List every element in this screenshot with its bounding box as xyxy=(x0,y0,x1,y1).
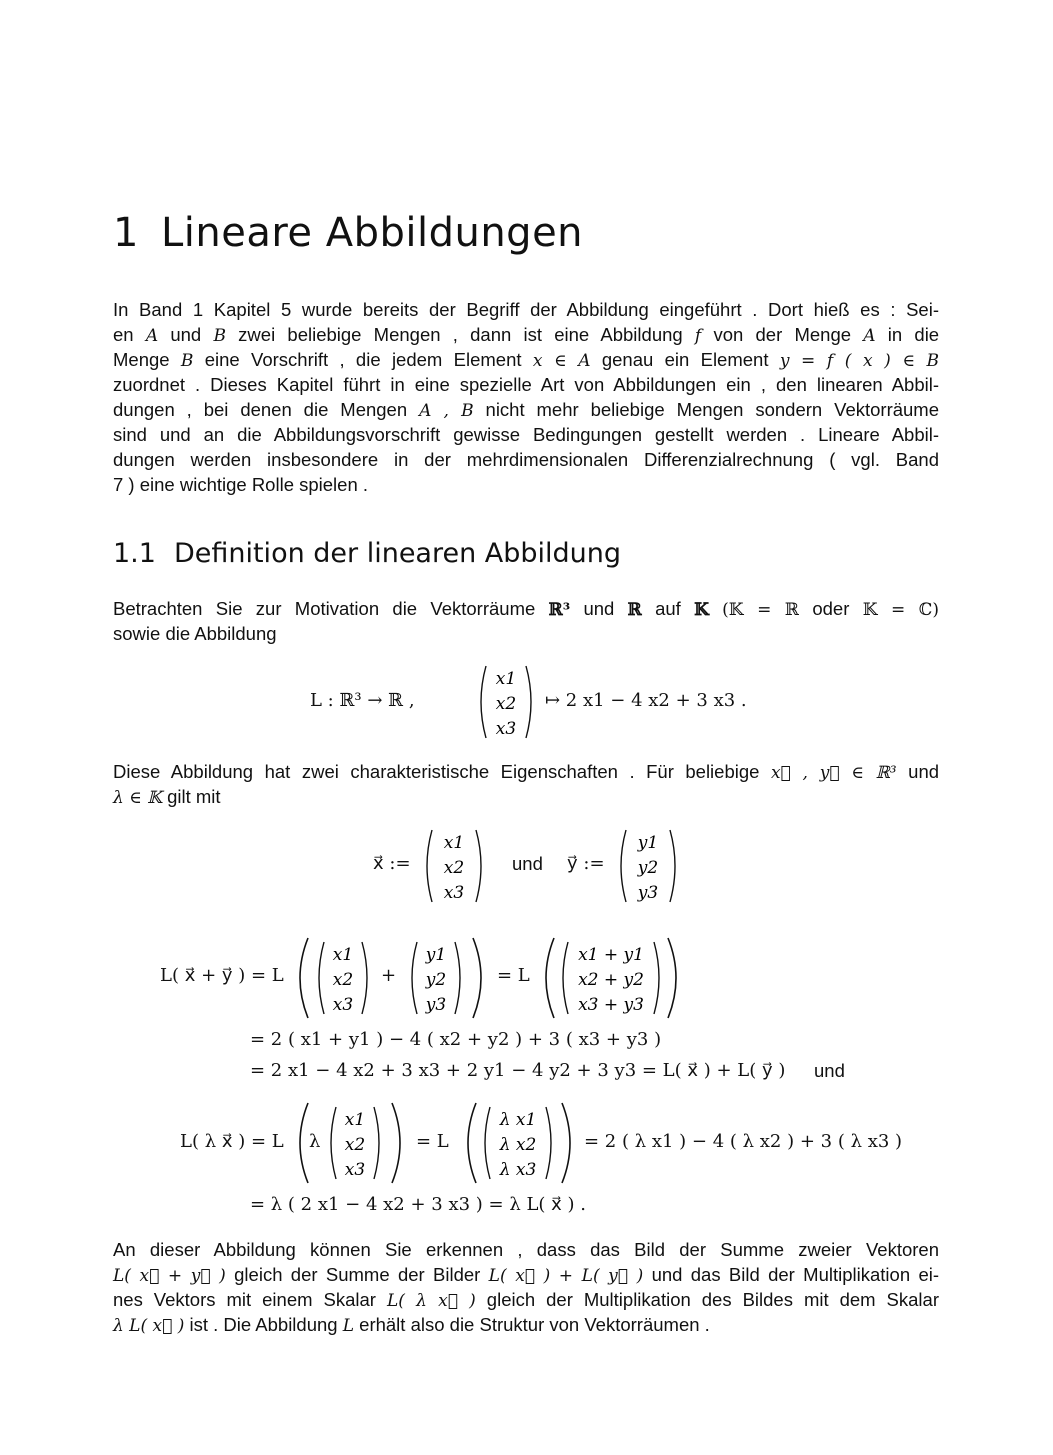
und-connector: und xyxy=(512,853,543,874)
svg-text:λ x3: λ x3 xyxy=(499,1160,537,1180)
text-line: In Band 1 Kapitel 5 wurde bereits der Begriff der Abbildung eingeführt . Dort hieß es : Sei- xyxy=(113,299,939,320)
svg-text:x3 + y3: x3 + y3 xyxy=(578,995,644,1015)
svg-text:y1: y1 xyxy=(425,945,447,965)
section-heading xyxy=(113,538,621,569)
svg-text:y3: y3 xyxy=(425,995,447,1015)
additivity-lhs: L( x⃗ + y⃗ ) = L xyxy=(160,965,284,986)
equals-L: = L xyxy=(416,1131,449,1152)
svg-text:x3: x3 xyxy=(443,883,465,903)
svg-text:y2: y2 xyxy=(637,858,659,878)
homogeneity-line-2: = λ ( 2 x1 − 4 x2 + 3 x3 ) = λ L( x⃗ ) . xyxy=(250,1194,586,1215)
column-vector-x xyxy=(324,1103,386,1183)
outer-paren-right xyxy=(386,1099,410,1187)
x-vector-def-label: x⃗ := xyxy=(373,853,411,874)
text-line: λ L( x⃗ ) ist . Die Abbildung L erhält also die Struktur von Vektorräumen . xyxy=(113,1314,710,1336)
svg-text:x3: x3 xyxy=(332,995,354,1015)
y-vector-def-label: y⃗ := xyxy=(567,853,605,874)
text-line: dungen werden insbesondere in der mehrdimensionalen Differenzialrechnung ( vgl. Band xyxy=(113,449,939,470)
additivity-line-2: = 2 ( x1 + y1 ) − 4 ( x2 + y2 ) + 3 ( x3 + y3 ) xyxy=(250,1029,662,1050)
chapter-number: 1 xyxy=(113,210,139,256)
column-vector-lambda-x xyxy=(478,1103,558,1183)
outer-paren-left xyxy=(290,934,314,1022)
text-line: nes Vektors mit einem Skalar L( λ x⃗ ) gleich der Multiplikation des Bildes mit dem Skalar xyxy=(113,1289,939,1311)
svg-text:x3: x3 xyxy=(495,719,517,739)
lambda-factor: λ xyxy=(309,1131,321,1152)
svg-text:x2: x2 xyxy=(332,970,354,990)
outer-paren-right xyxy=(662,934,686,1022)
und-connector: und xyxy=(814,1060,845,1081)
svg-text:x1: x1 xyxy=(332,945,354,965)
text-line: dungen , bei denen die Mengen A , B nicht mehr beliebige Mengen sondern Vektorräume xyxy=(113,399,940,421)
homogeneity-rhs: = 2 ( λ x1 ) − 4 ( λ x2 ) + 3 ( λ x3 ) xyxy=(584,1131,903,1152)
properties-paragraph xyxy=(113,759,939,809)
column-vector-x xyxy=(420,826,488,906)
additivity-line-3: = 2 x1 − 4 x2 + 3 x3 + 2 y1 − 4 y2 + 3 y3 = L( x⃗ ) + L( y⃗ ) xyxy=(250,1060,786,1081)
svg-text:x2: x2 xyxy=(344,1135,366,1155)
svg-text:x2: x2 xyxy=(443,858,465,878)
column-vector-x xyxy=(474,662,538,742)
svg-text:x2 + y2: x2 + y2 xyxy=(578,970,644,990)
column-vector-x xyxy=(312,938,374,1018)
text-line: en A und B zwei beliebige Mengen , dann ist eine Abbildung f von der Menge A in die xyxy=(113,324,940,346)
section-number: 1.1 xyxy=(113,538,156,569)
svg-text:λ x1: λ x1 xyxy=(499,1110,537,1130)
svg-text:y1: y1 xyxy=(637,833,659,853)
text-line: λ ∈ 𝕂 gilt mit xyxy=(113,786,221,808)
svg-text:λ x2: λ x2 xyxy=(499,1135,537,1155)
text-line: sowie die Abbildung xyxy=(113,623,277,644)
map-definition-lhs: L : ℝ³ → ℝ , xyxy=(310,690,415,711)
homogeneity-lhs: L( λ x⃗ ) = L xyxy=(180,1131,284,1152)
text-line: 7 ) eine wichtige Rolle spielen . xyxy=(113,474,369,495)
text-line: Menge B eine Vorschrift , die jedem Element x ∈ A genau ein Element y = f ( x ) ∈ B xyxy=(113,349,940,371)
svg-text:x2: x2 xyxy=(495,694,517,714)
outer-paren-right xyxy=(467,934,491,1022)
text-line: An dieser Abbildung können Sie erkennen , dass das Bild der Summe zweier Vektoren xyxy=(113,1239,939,1260)
svg-text:x1: x1 xyxy=(344,1110,366,1130)
text-line: zuordnet . Dieses Kapitel führt in eine spezielle Art von Abbildungen ein , den linearen Abbil- xyxy=(113,374,939,395)
svg-text:x1: x1 xyxy=(443,833,465,853)
section-title: Definition der linearen Abbildung xyxy=(173,538,622,569)
text-line: Betrachten Sie zur Motivation die Vektorräume ℝ³ und ℝ auf 𝕂 (𝕂 = ℝ oder 𝕂 = ℂ) xyxy=(113,598,939,620)
conclusion-paragraph xyxy=(113,1237,939,1337)
chapter-heading xyxy=(113,210,583,256)
motivation-paragraph xyxy=(113,596,939,646)
intro-paragraph xyxy=(113,297,939,497)
column-vector-y xyxy=(614,826,682,906)
column-vector-y xyxy=(405,938,467,1018)
plus-sign: + xyxy=(381,965,397,986)
svg-text:x1 + y1: x1 + y1 xyxy=(578,945,644,965)
svg-text:y2: y2 xyxy=(425,970,447,990)
svg-text:y3: y3 xyxy=(637,883,659,903)
map-definition-rhs: ↦ 2 x1 − 4 x2 + 3 x3 . xyxy=(545,690,747,711)
svg-text:x3: x3 xyxy=(344,1160,366,1180)
text-line: Diese Abbildung hat zwei charakteristische Eigenschaften . Für beliebige x⃗ , y⃗ ∈ ℝ³ und xyxy=(113,761,940,783)
text-line: sind und an die Abbildungsvorschrift gewisse Bedingungen gestellt werden . Lineare Abbil- xyxy=(113,424,939,445)
outer-paren-right xyxy=(556,1099,580,1187)
text-line: L( x⃗ + y⃗ ) gleich der Summe der Bilder L( x⃗ ) + L( y⃗ ) und das Bild der Multiplikation ei- xyxy=(113,1264,940,1286)
svg-text:x1: x1 xyxy=(495,669,517,689)
column-vector-sum xyxy=(556,938,666,1018)
equals-L: = L xyxy=(497,965,530,986)
chapter-title: Lineare Abbildungen xyxy=(160,210,584,256)
